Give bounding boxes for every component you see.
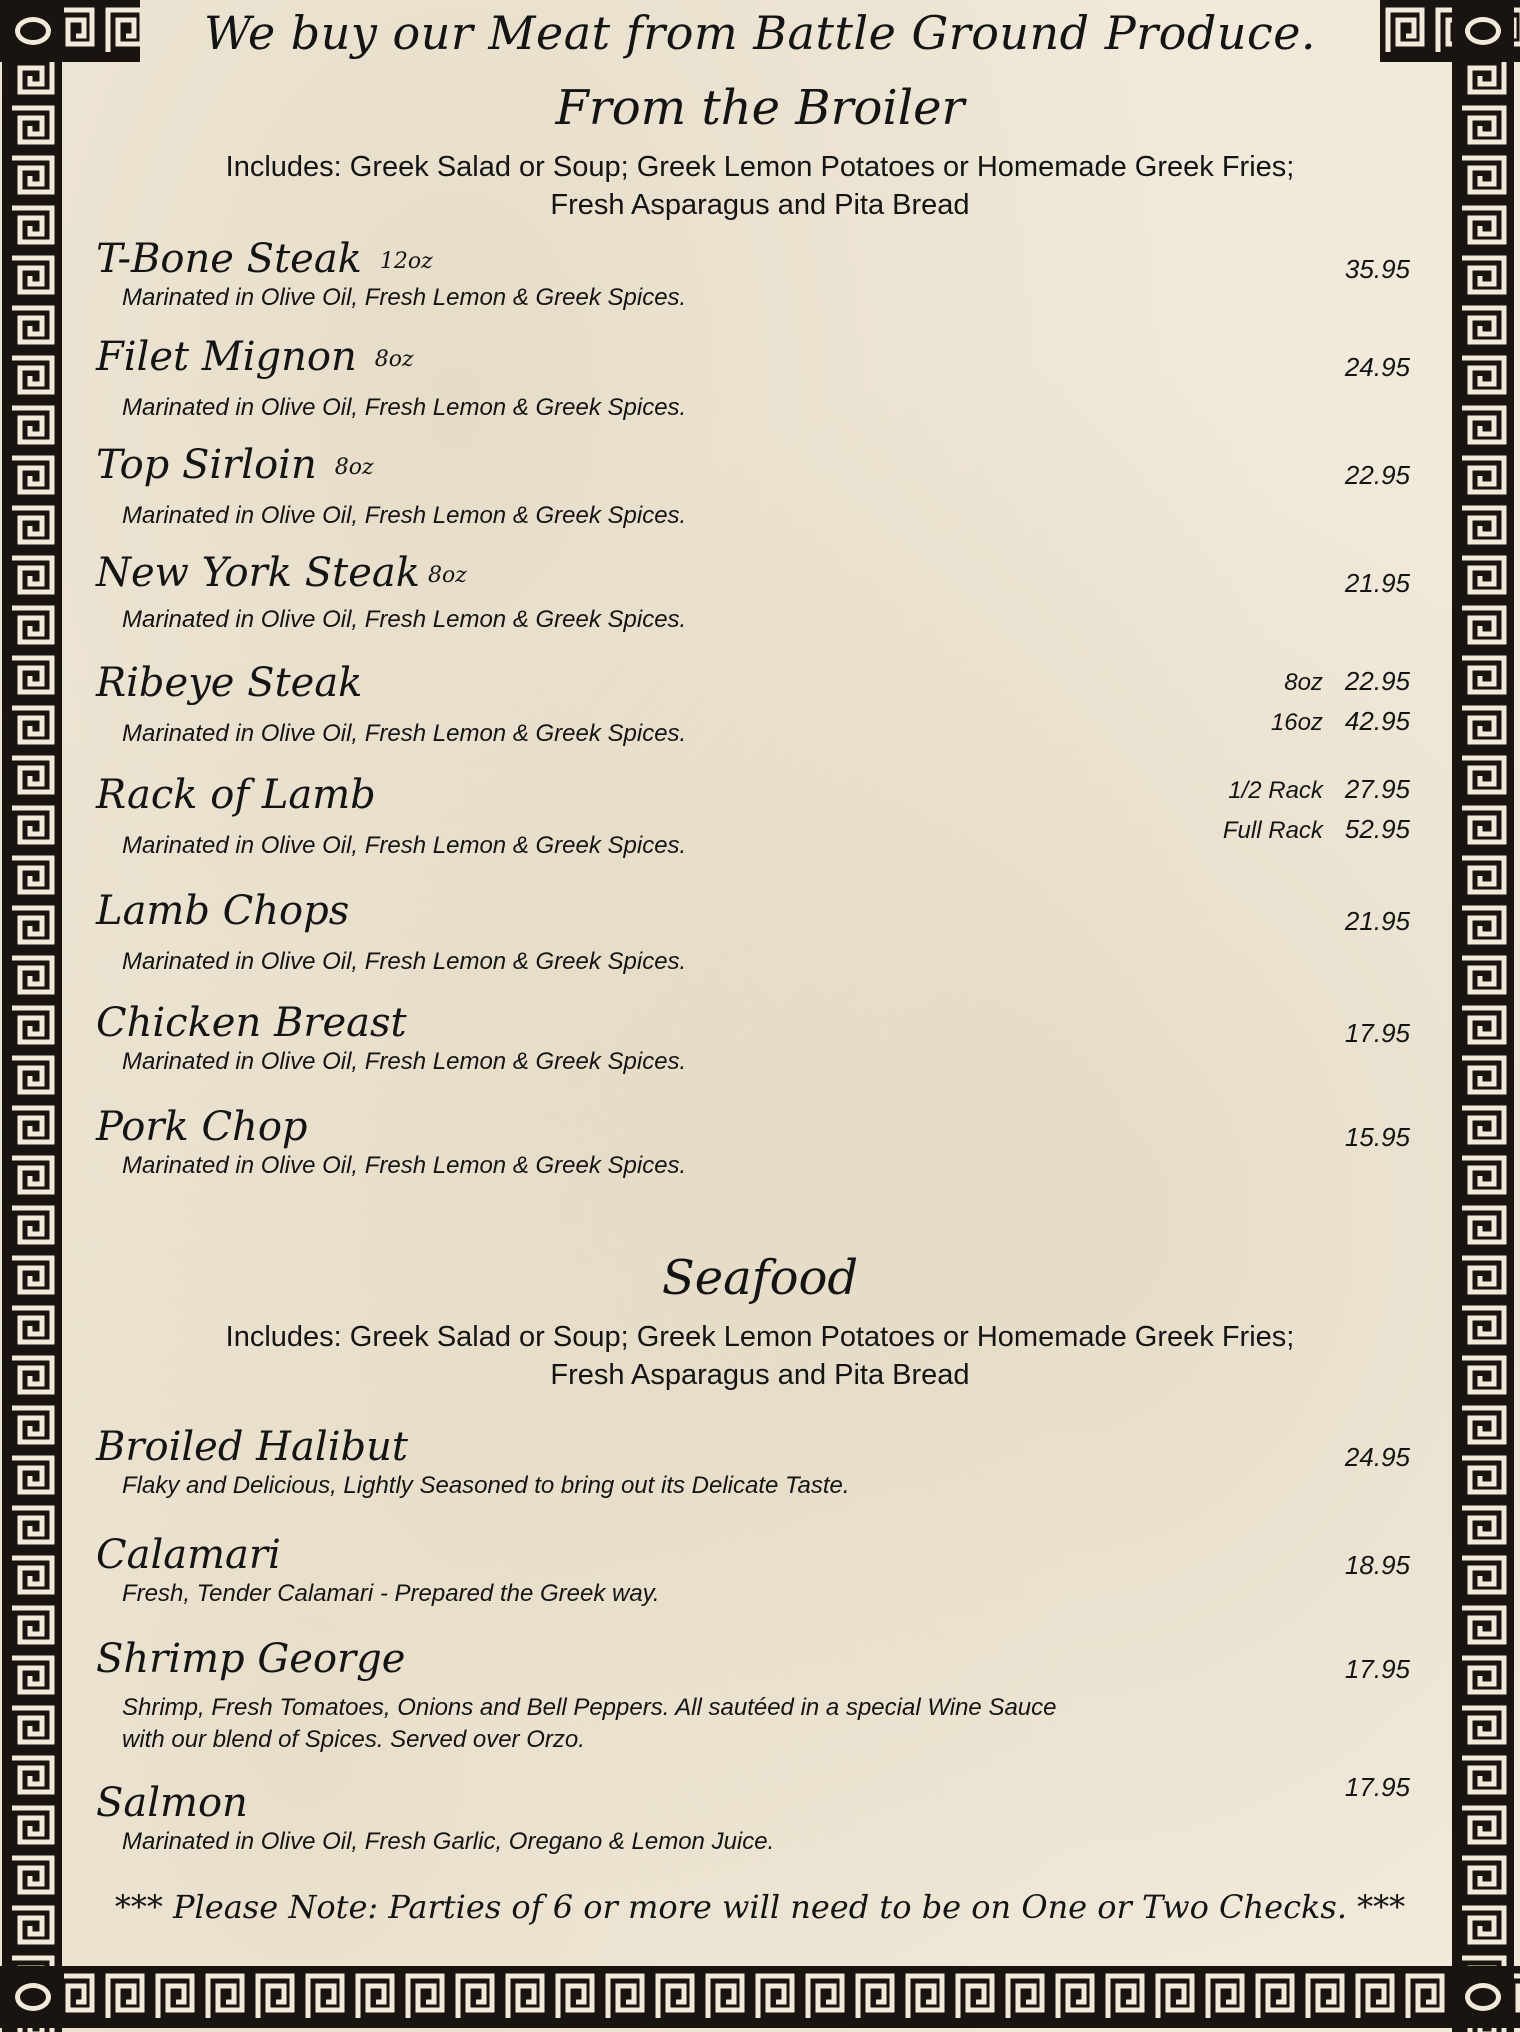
item-name: New York Steak (96, 550, 420, 596)
greek-key-border-right (1452, 0, 1514, 2032)
corner-ornament-icon (2, 0, 64, 62)
item-name: Calamari (96, 1532, 281, 1578)
menu-item-pork-chop (96, 1104, 1416, 1182)
option-label: 16oz (1270, 709, 1323, 736)
item-name: T-Bone Steak (96, 236, 362, 282)
seafood-includes (140, 1318, 1380, 1394)
item-name: Filet Mignon (96, 334, 357, 380)
item-name: Salmon (96, 1780, 248, 1826)
item-price: 17.95 (1344, 1654, 1410, 1684)
item-size: 12oz (379, 249, 433, 274)
party-check-note: *** Please Note: Parties of 6 or more will need to be on One or Two Checks. *** (114, 1888, 1406, 1926)
option-label: Full Rack (1222, 817, 1323, 844)
option-price: 22.95 (1344, 666, 1410, 696)
item-description: Shrimp, Fresh Tomatoes, Onions and Bell Peppers. All sautéed in a special Wine Sauce (122, 1694, 1057, 1721)
item-description: Marinated in Olive Oil, Fresh Lemon & Greek Spices. (122, 1048, 687, 1075)
item-name: Top Sirloin (96, 442, 317, 488)
item-price: 24.95 (1344, 352, 1410, 382)
item-description: Marinated in Olive Oil, Fresh Lemon & Greek Spices. (122, 948, 687, 975)
option-label: 1/2 Rack (1228, 777, 1323, 804)
item-price: 17.95 (1344, 1772, 1410, 1802)
broiler-includes-line-2: Fresh Asparagus and Pita Bread (550, 189, 970, 221)
item-price: 17.95 (1344, 1018, 1410, 1048)
menu-item-broiled-halibut (96, 1424, 1416, 1502)
item-price: 21.95 (1344, 906, 1410, 936)
item-name: Rack of Lamb (96, 772, 376, 818)
item-price: 18.95 (1344, 1550, 1410, 1580)
broiler-includes-line-1: Includes: Greek Salad or Soup; Greek Lemon Potatoes or Homemade Greek Fries; (225, 151, 1295, 183)
option-price: 27.95 (1344, 774, 1410, 804)
item-description: Marinated in Olive Oil, Fresh Lemon & Greek Spices. (122, 394, 687, 421)
supplier-note: We buy our Meat from Battle Ground Produce. (203, 6, 1317, 60)
menu-item-top-sirloin (96, 442, 1416, 532)
menu-item-ribeye-steak (96, 660, 1416, 750)
price-option (1228, 774, 1410, 805)
option-price: 42.95 (1344, 706, 1410, 736)
price-option (1284, 666, 1410, 697)
item-description: Marinated in Olive Oil, Fresh Garlic, Oregano & Lemon Juice. (122, 1828, 775, 1855)
price-option (1271, 706, 1410, 737)
greek-key-border-bottom (0, 1966, 1520, 2028)
menu-item-chicken-breast (96, 1000, 1416, 1078)
item-name: Lamb Chops (96, 888, 350, 934)
menu-item-filet-mignon (96, 334, 1416, 424)
item-description-cont: with our blend of Spices. Served over Orzo. (122, 1726, 585, 1753)
item-price: 21.95 (1344, 568, 1410, 598)
item-size: 8oz (374, 347, 414, 372)
item-description: Marinated in Olive Oil, Fresh Lemon & Greek Spices. (122, 832, 687, 859)
item-size: 8oz (427, 563, 467, 588)
item-name: Pork Chop (96, 1104, 308, 1150)
item-description: Marinated in Olive Oil, Fresh Lemon & Greek Spices. (122, 1152, 687, 1179)
item-description: Marinated in Olive Oil, Fresh Lemon & Greek Spices. (122, 720, 687, 747)
item-size: 8oz (334, 455, 374, 480)
item-description: Marinated in Olive Oil, Fresh Lemon & Greek Spices. (122, 606, 687, 633)
seafood-section-title: Seafood (661, 1250, 859, 1306)
item-price: 35.95 (1344, 254, 1410, 284)
item-price: 24.95 (1344, 1442, 1410, 1472)
item-description: Marinated in Olive Oil, Fresh Lemon & Greek Spices. (122, 502, 687, 529)
menu-item-calamari (96, 1532, 1416, 1610)
option-label: 8oz (1284, 669, 1323, 696)
item-name: Chicken Breast (96, 1000, 407, 1046)
corner-ornament-icon (1452, 1966, 1514, 2028)
menu-item-shrimp-george (96, 1636, 1416, 1756)
broiler-includes (140, 148, 1380, 224)
menu-item-t-bone (96, 236, 1416, 314)
seafood-includes-line-1: Includes: Greek Salad or Soup; Greek Lemon Potatoes or Homemade Greek Fries; (225, 1321, 1295, 1353)
item-description: Fresh, Tender Calamari - Prepared the Greek way. (122, 1580, 660, 1607)
option-price: 52.95 (1344, 814, 1410, 844)
item-description: Marinated in Olive Oil, Fresh Lemon & Greek Spices. (122, 284, 687, 311)
price-option (1223, 814, 1410, 845)
item-price: 22.95 (1344, 460, 1410, 490)
item-description: Flaky and Delicious, Lightly Seasoned to bring out its Delicate Taste. (122, 1472, 850, 1499)
item-name: Shrimp George (96, 1636, 406, 1682)
item-price: 15.95 (1344, 1122, 1410, 1152)
seafood-includes-line-2: Fresh Asparagus and Pita Bread (550, 1359, 970, 1391)
menu-item-lamb-chops (96, 888, 1416, 978)
menu-item-new-york-steak (96, 550, 1416, 636)
greek-key-border-left (2, 0, 62, 2032)
corner-ornament-icon (1452, 0, 1514, 62)
item-name: Broiled Halibut (96, 1424, 408, 1470)
broiler-section-title: From the Broiler (555, 80, 965, 136)
item-name: Ribeye Steak (96, 660, 363, 706)
menu-item-rack-of-lamb (96, 772, 1416, 862)
menu-item-salmon (96, 1772, 1416, 1858)
corner-ornament-icon (2, 1966, 64, 2028)
